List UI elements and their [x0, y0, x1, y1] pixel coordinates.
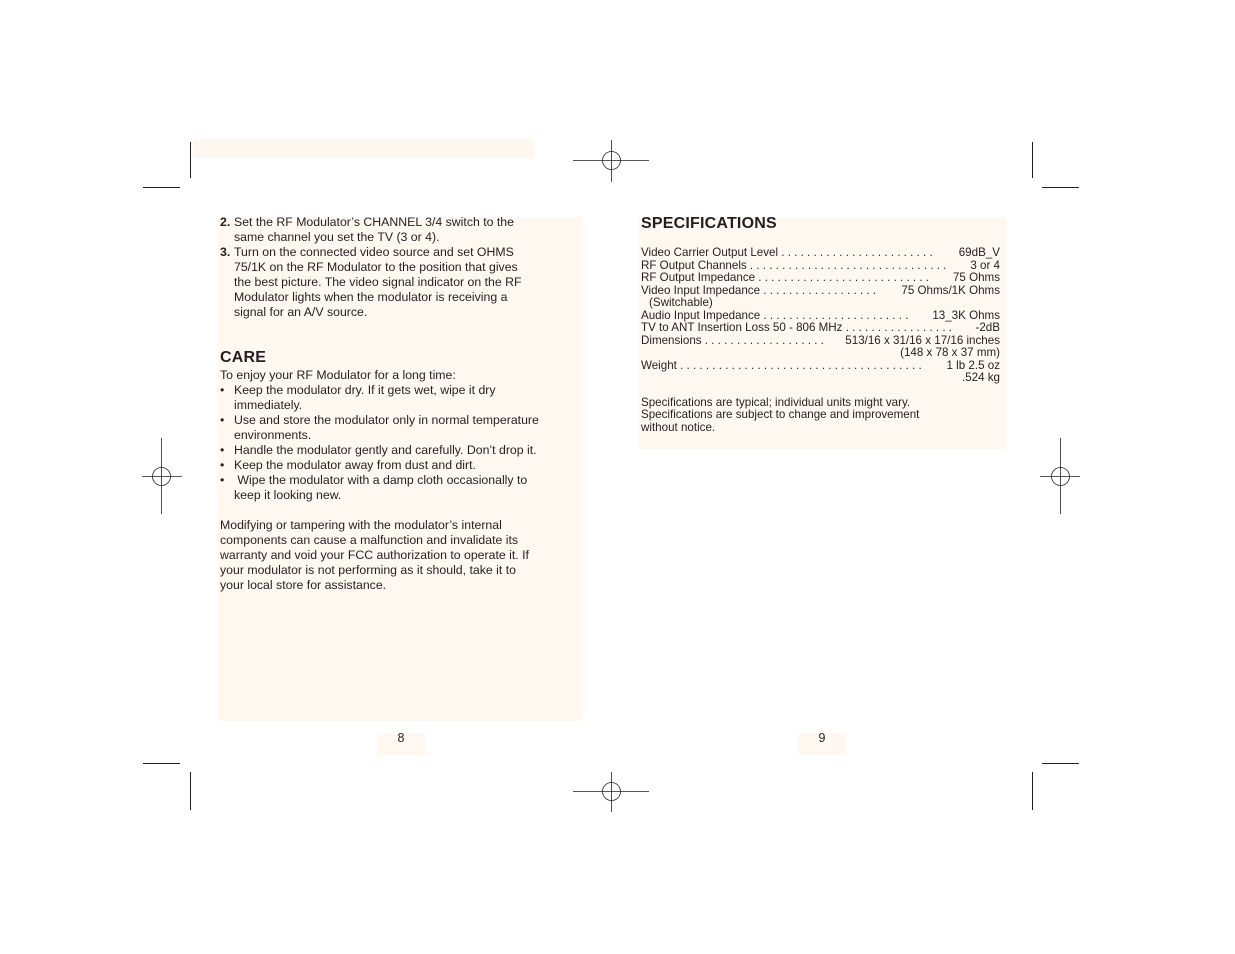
- step-text-line: same channel you set the TV (3 or 4).: [234, 230, 440, 244]
- right-page-content: [641, 214, 1000, 434]
- left-page-content: [220, 215, 582, 593]
- care-item-line: Wipe the modulator with a damp cloth occasionally to: [234, 473, 528, 487]
- step-text-line: Set the RF Modulator’s CHANNEL 3/4 switch to the: [234, 215, 514, 229]
- care-item-line: Use and store the modulator only in normal temperature: [234, 413, 539, 427]
- spec-label: Audio Input Impedance . . . . . . . . . . . . . . . . . . . . . . .: [641, 308, 909, 322]
- step-text-line: Turn on the connected video source and set OHMS: [234, 245, 514, 259]
- warning-line: components can cause a malfunction and invalidate its: [220, 533, 519, 547]
- spec-label: Video Carrier Output Level . . . . . . . . . . . . . . . . . . . . . . . .: [641, 246, 933, 259]
- care-list-item: [220, 413, 582, 443]
- step-text-line: the best picture. The video signal indicator on the RF: [234, 275, 522, 289]
- registration-mark-bottom-icon: [573, 772, 649, 812]
- spec-label: RF Output Impedance . . . . . . . . . . . . . . . . . . . . . . . . . . .: [641, 271, 930, 284]
- crop-mark-bottom-right-h: [1042, 763, 1079, 764]
- spec-value-continuation: .524 kg: [961, 371, 1000, 384]
- warning-line: warranty and void your FCC authorization to operate it. If: [220, 548, 529, 562]
- page-number-right: 9: [818, 731, 826, 745]
- bullet: •: [220, 413, 225, 427]
- care-list-item: [220, 473, 582, 503]
- bullet: •: [220, 458, 225, 472]
- crop-mark-top-right-v: [1032, 142, 1033, 178]
- care-list-item: [220, 443, 582, 458]
- spec-value: -2dB: [975, 321, 1000, 334]
- warning-line: Modifying or tampering with the modulator’s internal: [220, 518, 502, 532]
- spec-value: 69dB_V: [958, 246, 1000, 259]
- care-item-line: Handle the modulator gently and carefully. Don’t drop it.: [234, 443, 537, 457]
- care-item-line: keep it looking new.: [234, 488, 342, 502]
- care-heading: CARE: [220, 349, 267, 366]
- care-intro: To enjoy your RF Modulator for a long time:: [220, 368, 456, 382]
- crop-mark-top-left-v: [190, 142, 191, 178]
- spec-row: [641, 272, 1000, 285]
- step-text-line: signal for an A/V source.: [234, 305, 368, 319]
- spec-value: 1 lb 2.5 oz: [946, 358, 1000, 372]
- crop-mark-bottom-left-h: [143, 763, 180, 764]
- note-line: without notice.: [641, 420, 716, 434]
- spec-label: Weight . . . . . . . . . . . . . . . . . . . . . . . . . . . . . . . . . . . . . .: [641, 358, 922, 372]
- care-list: [220, 383, 582, 503]
- warning-line: your modulator is not performing as it should, take it to: [220, 563, 516, 577]
- specifications-notes: [641, 397, 1000, 435]
- care-item-line: environments.: [234, 428, 312, 442]
- spec-label: Dimensions . . . . . . . . . . . . . . . . . . .: [641, 333, 824, 347]
- spec-label: RF Output Channels . . . . . . . . . . . . . . . . . . . . . . . . . . . . . . .: [641, 258, 947, 272]
- crop-mark-top-right-h: [1042, 187, 1079, 188]
- spec-label: TV to ANT Insertion Loss 50 - 806 MHz . . . . . . . . . . . . . . . . .: [641, 321, 952, 334]
- note-line: Specifications are typical; individual units might vary.: [641, 395, 911, 409]
- bullet: •: [220, 443, 225, 457]
- spec-row-continuation: [641, 297, 1000, 310]
- spec-value: 13_3K Ohms: [932, 308, 1000, 322]
- registration-mark-top-icon: [573, 140, 649, 182]
- spec-value: 513/16 x 31/16 x 17/16 inches: [845, 333, 1000, 347]
- spec-row: [641, 360, 1000, 373]
- step-text-line: 75/1K on the RF Modulator to the position that gives: [234, 260, 518, 274]
- note-line: Specifications are subject to change and improvement: [641, 408, 920, 421]
- care-item-line: immediately.: [234, 398, 303, 412]
- crop-mark-bottom-right-v: [1032, 772, 1033, 810]
- spec-row: [641, 322, 1000, 335]
- specifications-table: [641, 247, 1000, 385]
- care-item-line: Keep the modulator away from dust and dirt.: [234, 458, 476, 472]
- care-list-item: [220, 383, 582, 413]
- spec-label-continuation: (Switchable): [649, 296, 713, 309]
- spec-row-continuation: [641, 372, 1000, 385]
- care-list-item: [220, 458, 582, 473]
- step-number: 2.: [220, 215, 231, 229]
- specifications-heading: SPECIFICATIONS: [641, 215, 777, 232]
- care-item-line: Keep the modulator dry. If it gets wet, wipe it dry: [234, 383, 496, 397]
- header-tint-strip: [193, 139, 534, 158]
- spec-value: 3 or 4: [970, 258, 1000, 272]
- spec-row: [641, 247, 1000, 260]
- step-text-line: Modulator lights when the modulator is receiving a: [234, 290, 508, 304]
- bullet: •: [220, 383, 225, 397]
- warning-line: your local store for assistance.: [220, 578, 387, 592]
- spec-value: 75 Ohms/1K Ohms: [901, 283, 1000, 297]
- registration-mark-right-icon: [1040, 438, 1080, 514]
- warning-paragraph: [220, 518, 582, 593]
- instruction-step-3: [220, 245, 582, 320]
- step-number: 3.: [220, 245, 231, 259]
- registration-mark-left-icon: [142, 438, 182, 514]
- crop-mark-top-left-h: [143, 187, 180, 188]
- bullet: •: [220, 473, 225, 487]
- instruction-step-2: [220, 215, 582, 245]
- crop-mark-bottom-left-v: [190, 772, 191, 810]
- spec-value-continuation: (148 x 78 x 37 mm): [900, 346, 1000, 359]
- spec-value: 75 Ohms: [952, 271, 1000, 284]
- page-number-left: 8: [397, 731, 405, 745]
- spec-label: Video Input Impedance . . . . . . . . . . . . . . . . . .: [641, 283, 876, 297]
- spec-row-continuation: [641, 347, 1000, 360]
